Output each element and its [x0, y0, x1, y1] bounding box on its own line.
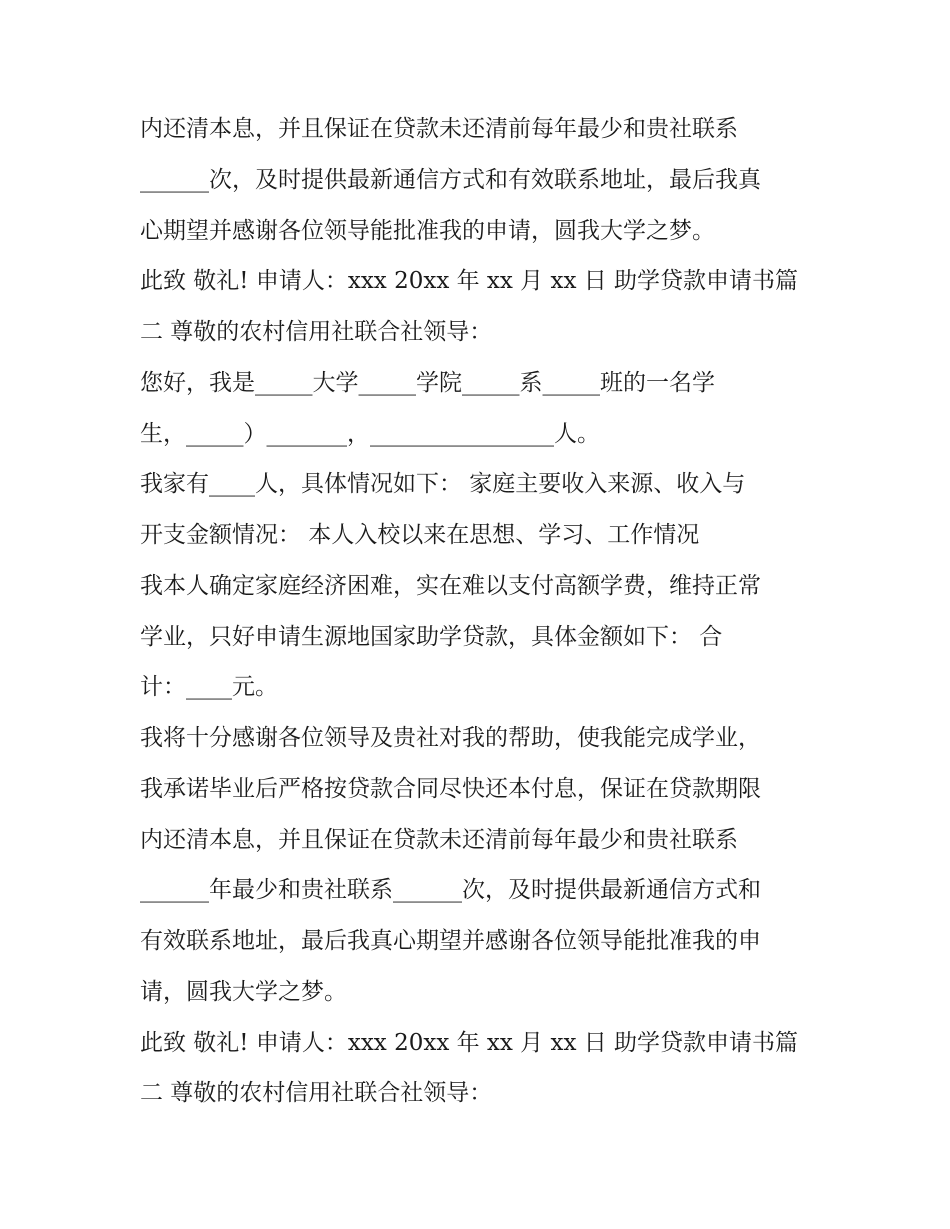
- text-line: 生，_____）_______，________________人。: [140, 420, 600, 447]
- text-line: 内还清本息，并且保证在贷款未还清前每年最少和贵社联系: [140, 826, 738, 853]
- text-line: 您好，我是_____大学_____学院_____系_____班的一名学: [140, 369, 715, 396]
- text-line: 有效联系地址，最后我真心期望并感谢各位领导能批准我的申: [140, 928, 761, 954]
- text-line: 我将十分感谢各位领导及贵社对我的帮助，使我能完成学业，: [140, 725, 761, 751]
- text-line: 心期望并感谢各位领导能批准我的申请，圆我大学之梦。: [140, 217, 715, 244]
- text-line: 我承诺毕业后严格按贷款合同尽快还本付息，保证在贷款期限: [140, 775, 761, 802]
- text-line: 计：____元。: [140, 674, 278, 701]
- text-line: 此致 敬礼! 申请人：xxx 20xx 年 xx 月 xx 日 助学贷款申请书篇: [140, 1029, 799, 1056]
- text-line: 开支金额情况： 本人入校以来在思想、学习、工作情况: [140, 522, 700, 548]
- text-line: 此致 敬礼! 申请人：xxx 20xx 年 xx 月 xx 日 助学贷款申请书篇: [140, 268, 799, 295]
- text-line: 我家有____人，具体情况如下： 家庭主要收入来源、收入与: [140, 471, 746, 498]
- document-body: [140, 104, 830, 1119]
- text-line: 学业，只好申请生源地国家助学贷款，具体金额如下： 合: [140, 623, 723, 650]
- text-line: 请，圆我大学之梦。: [140, 978, 347, 1005]
- text-line: ______年最少和贵社联系______次，及时提供最新通信方式和: [140, 877, 761, 904]
- text-line: 内还清本息，并且保证在贷款未还清前每年最少和贵社联系: [140, 116, 738, 142]
- text-line: ______次，及时提供最新通信方式和有效联系地址，最后我真: [140, 166, 761, 193]
- text-line: 二 尊敬的农村信用社联合社领导：: [140, 1080, 493, 1107]
- text-line: 二 尊敬的农村信用社联合社领导：: [140, 319, 493, 345]
- text-line: 我本人确定家庭经济困难，实在难以支付高额学费，维持正常: [140, 572, 761, 599]
